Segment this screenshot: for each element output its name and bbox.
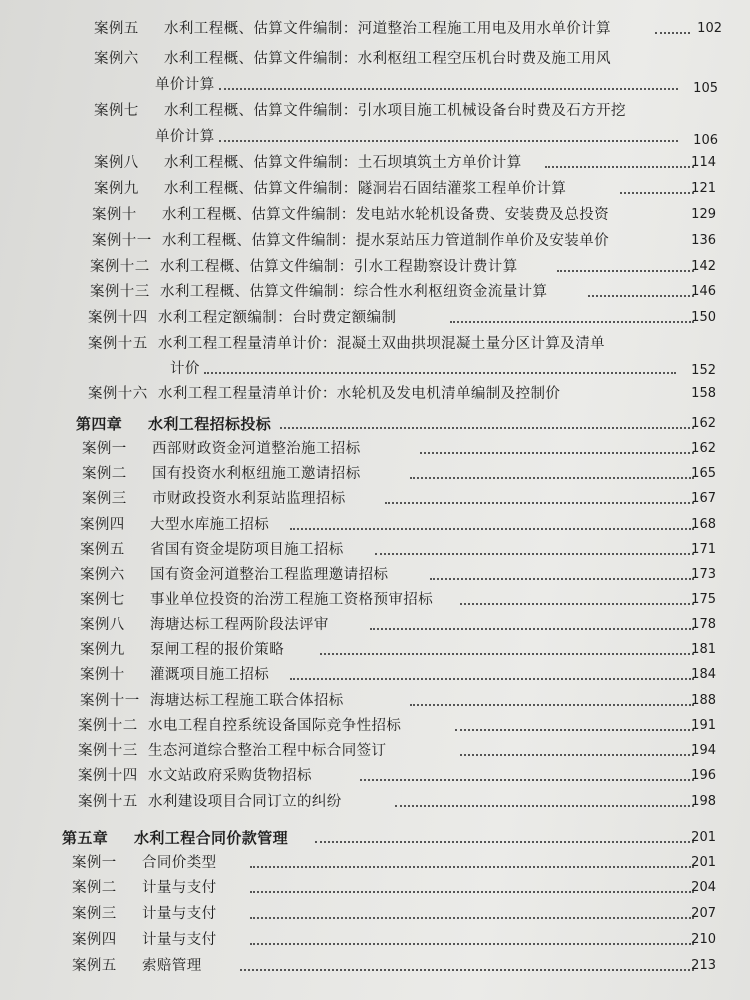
- case-number: 案例十五: [88, 336, 148, 352]
- page-number: 191: [691, 718, 716, 733]
- entry-title: 事业单位投资的治涝工程施工资格预审招标: [150, 592, 434, 608]
- page-number: 168: [691, 517, 716, 532]
- page-number: 207: [691, 906, 716, 921]
- entry-title: 水利工程工程量清单计价：混凝土双曲拱坝混凝土量分区计算及清单: [158, 336, 605, 352]
- entry-title-continued: 单价计算: [155, 77, 215, 93]
- entry-label: [80, 539, 344, 561]
- entry-title: 计量与支付: [142, 932, 217, 948]
- case-number: 案例二: [82, 466, 127, 482]
- toc-entry[interactable]: [90, 256, 716, 278]
- case-number: 案例六: [80, 567, 125, 583]
- entry-label: [82, 463, 361, 485]
- case-number: 案例六: [94, 51, 139, 67]
- page-number: 158: [691, 386, 716, 401]
- case-number: 案例十二: [78, 718, 138, 734]
- page-number: 204: [691, 880, 716, 895]
- entry-title: 合同价类型: [142, 855, 217, 871]
- entry-title: 水利工程招标投标: [148, 415, 272, 433]
- chapter-number: 第四章: [76, 415, 123, 433]
- toc-entry[interactable]: [72, 877, 716, 899]
- leader-dots: [460, 603, 694, 605]
- case-number: 案例九: [94, 181, 139, 197]
- page-number: 167: [691, 491, 716, 506]
- entry-title: 生态河道综合整治工程中标合同签订: [148, 743, 387, 759]
- entry-title: 灌溉项目施工招标: [150, 667, 270, 683]
- page-number: 150: [691, 310, 716, 325]
- case-number: 案例十一: [80, 693, 140, 709]
- entry-title: 水利工程概、估算文件编制：发电站水轮机设备费、安装费及总投资: [162, 207, 609, 223]
- leader-dots: [430, 578, 694, 580]
- leader-dots: [420, 452, 694, 454]
- entry-title-continued: 计价: [170, 361, 200, 377]
- entry-title: 海塘达标工程两阶段法评审: [150, 617, 329, 633]
- page-number: 106: [693, 133, 718, 148]
- page-number: 188: [691, 693, 716, 708]
- toc-entry[interactable]: [72, 929, 716, 951]
- entry-title: 水利工程概、估算文件编制：综合性水利枢纽资金流量计算: [160, 284, 548, 300]
- page-number: 173: [691, 567, 716, 582]
- case-number: 案例四: [80, 517, 125, 533]
- entry-title: 大型水库施工招标: [150, 517, 270, 533]
- entry-title: 水电工程自控系统设备国际竞争性招标: [148, 718, 402, 734]
- leader-dots: [290, 678, 694, 680]
- entry-label: [90, 281, 547, 303]
- page-number: 181: [691, 642, 716, 657]
- toc-entry[interactable]: [88, 333, 716, 378]
- leader-dots: [375, 553, 694, 555]
- entry-title: 水利工程概、估算文件编制：河道整治工程施工用电及用水单价计算: [164, 21, 611, 37]
- entry-label: [94, 48, 611, 70]
- toc-entry[interactable]: [80, 564, 716, 586]
- leader-dots: [557, 270, 694, 272]
- toc-entry[interactable]: [92, 204, 716, 226]
- toc-entry[interactable]: [80, 664, 716, 686]
- entry-label: [78, 740, 386, 762]
- page-number: 105: [693, 81, 718, 96]
- entry-label: [94, 178, 566, 200]
- page-number: 165: [691, 466, 716, 481]
- leader-dots: [320, 653, 694, 655]
- case-number: 案例十一: [92, 233, 152, 249]
- toc-entry[interactable]: [94, 152, 716, 174]
- entry-title: 水利工程定额编制：台时费定额编制: [158, 310, 397, 326]
- leader-dots: [250, 917, 694, 919]
- toc-entry[interactable]: [88, 307, 716, 329]
- toc-entry[interactable]: [72, 852, 716, 874]
- case-number: 案例十五: [78, 794, 138, 810]
- toc-entry[interactable]: [80, 514, 716, 536]
- toc-entry[interactable]: [80, 614, 716, 636]
- leader-dots: [450, 321, 694, 323]
- toc-entry[interactable]: [94, 178, 716, 200]
- entry-label: [92, 230, 609, 252]
- case-number: 案例十四: [78, 768, 138, 784]
- leader-dots: [240, 969, 694, 971]
- entry-label: [94, 152, 522, 174]
- case-number: 案例二: [72, 880, 117, 896]
- toc-entry[interactable]: [94, 100, 718, 148]
- page-number: 213: [691, 958, 716, 973]
- entry-label: [80, 589, 433, 611]
- leader-dots: [219, 88, 678, 90]
- entry-label: [88, 307, 396, 329]
- case-number: 案例五: [80, 542, 125, 558]
- page-number: 201: [691, 830, 716, 845]
- entry-label: [88, 383, 560, 405]
- page-number: 162: [691, 416, 716, 431]
- entry-title: 市财政投资水利泵站监理招标: [152, 491, 346, 507]
- page-number: 146: [691, 284, 716, 299]
- toc-entry[interactable]: [78, 765, 716, 787]
- page-number: 201: [691, 855, 716, 870]
- entry-title: 水利工程概、估算文件编制：隧洞岩石固结灌浆工程单价计算: [164, 181, 567, 197]
- entry-label: [78, 791, 342, 813]
- case-number: 案例十三: [90, 284, 150, 300]
- entry-title: 水利工程概、估算文件编制：土石坝填筑土方单价计算: [164, 155, 522, 171]
- leader-dots: [370, 628, 694, 630]
- case-number: 案例九: [80, 642, 125, 658]
- entry-label: [72, 903, 217, 925]
- case-number: 案例十: [92, 207, 137, 223]
- leader-dots: [290, 528, 694, 530]
- entry-label: [80, 514, 269, 536]
- toc-entry[interactable]: [82, 463, 716, 485]
- leader-dots: [385, 502, 694, 504]
- entry-title: 水利工程概、估算文件编制：引水工程勘察设计费计算: [160, 259, 518, 275]
- entry-title: 泵闸工程的报价策略: [150, 642, 285, 658]
- case-number: 案例五: [72, 958, 117, 974]
- case-number: 案例十三: [78, 743, 138, 759]
- toc-entry[interactable]: [78, 715, 716, 737]
- toc-entry[interactable]: [72, 903, 716, 925]
- case-number: 案例八: [94, 155, 139, 171]
- case-number: 案例十四: [88, 310, 148, 326]
- entry-label: [80, 639, 284, 661]
- entry-title-continued: 单价计算: [155, 129, 215, 145]
- page-number: 194: [691, 743, 716, 758]
- chapter-number: 第五章: [62, 829, 109, 847]
- entry-title: 水利建设项目合同订立的纠纷: [148, 794, 342, 810]
- toc-entry[interactable]: [94, 48, 718, 96]
- case-number: 案例四: [72, 932, 117, 948]
- entry-label: [82, 488, 346, 510]
- case-number: 案例三: [72, 906, 117, 922]
- page-number: 210: [691, 932, 716, 947]
- toc-entry[interactable]: [82, 438, 716, 460]
- entry-label: [80, 664, 269, 686]
- case-number: 案例三: [82, 491, 127, 507]
- entry-title: 西部财政资金河道整治施工招标: [152, 441, 361, 457]
- toc-entry[interactable]: [92, 230, 716, 252]
- entry-label: [80, 564, 388, 586]
- leader-dots: [250, 866, 694, 868]
- case-number: 案例十: [80, 667, 125, 683]
- page-number: 129: [691, 207, 716, 222]
- entry-title: 水利工程工程量清单计价：水轮机及发电机清单编制及控制价: [158, 386, 561, 402]
- page-number: 175: [691, 592, 716, 607]
- entry-title: 国有资金河道整治工程监理邀请招标: [150, 567, 389, 583]
- entry-label: [78, 765, 312, 787]
- entry-label: [92, 204, 609, 226]
- toc-entry[interactable]: [88, 383, 716, 405]
- entry-label: [90, 256, 518, 278]
- entry-title: 索赔管理: [142, 958, 202, 974]
- toc-chapter[interactable]: [76, 413, 716, 435]
- leader-dots: [545, 166, 694, 168]
- entry-label: [76, 413, 271, 435]
- page-number: 162: [691, 441, 716, 456]
- leader-dots: [588, 295, 694, 297]
- toc-entry[interactable]: [94, 18, 722, 40]
- leader-dots: [620, 192, 694, 194]
- entry-label: [94, 100, 626, 122]
- page-number: 121: [691, 181, 716, 196]
- toc-entry[interactable]: [80, 539, 716, 561]
- entry-label: [88, 333, 605, 355]
- entry-title: 计量与支付: [142, 906, 217, 922]
- leader-dots: [395, 805, 694, 807]
- page-number: 171: [691, 542, 716, 557]
- entry-title: 水文站政府采购货物招标: [148, 768, 312, 784]
- leader-dots: [280, 427, 694, 429]
- entry-label: [72, 955, 202, 977]
- entry-title: 海塘达标工程施工联合体招标: [150, 693, 344, 709]
- page-number: 136: [691, 233, 716, 248]
- entry-title: 水利工程概、估算文件编制：水利枢纽工程空压机台时费及施工用风: [164, 51, 611, 67]
- page-number: 178: [691, 617, 716, 632]
- toc-entry[interactable]: [90, 281, 716, 303]
- entry-title: 水利工程概、估算文件编制：引水项目施工机械设备台时费及石方开挖: [164, 103, 626, 119]
- entry-label: [72, 852, 217, 874]
- entry-label: [82, 438, 361, 460]
- entry-label: [78, 715, 401, 737]
- case-number: 案例一: [72, 855, 117, 871]
- page-number: 198: [691, 794, 716, 809]
- page-number: 184: [691, 667, 716, 682]
- leader-dots: [204, 372, 676, 374]
- case-number: 案例十六: [88, 386, 148, 402]
- page-number: 102: [697, 21, 722, 36]
- toc-entry[interactable]: [80, 690, 716, 712]
- leader-dots: [460, 754, 694, 756]
- leader-dots: [410, 477, 694, 479]
- entry-label: [80, 614, 329, 636]
- toc-entry[interactable]: [78, 791, 716, 813]
- case-number: 案例七: [80, 592, 125, 608]
- toc-entry[interactable]: [78, 740, 716, 762]
- toc-entry[interactable]: [80, 639, 716, 661]
- toc-entry[interactable]: [72, 955, 716, 977]
- entry-label: [62, 827, 288, 849]
- entry-label: [80, 690, 344, 712]
- page-number: 114: [691, 155, 716, 170]
- leader-dots: [655, 32, 690, 34]
- entry-title: 计量与支付: [142, 880, 217, 896]
- entry-title: 省国有资金堤防项目施工招标: [150, 542, 344, 558]
- page-number: 196: [691, 768, 716, 783]
- case-number: 案例五: [94, 21, 139, 37]
- entry-title: 水利工程概、估算文件编制：提水泵站压力管道制作单价及安装单价: [162, 233, 609, 249]
- entry-label: [72, 877, 217, 899]
- leader-dots: [250, 891, 694, 893]
- page-number: 142: [691, 259, 716, 274]
- page-number: 152: [691, 363, 716, 378]
- case-number: 案例八: [80, 617, 125, 633]
- leader-dots: [455, 729, 694, 731]
- toc-entry[interactable]: [82, 488, 716, 510]
- leader-dots: [360, 779, 694, 781]
- leader-dots: [250, 943, 694, 945]
- entry-label: [94, 18, 611, 40]
- entry-title: 国有投资水利枢纽施工邀请招标: [152, 466, 361, 482]
- case-number: 案例七: [94, 103, 139, 119]
- toc-entry[interactable]: [80, 589, 716, 611]
- case-number: 案例十二: [90, 259, 150, 275]
- entry-title: 水利工程合同价款管理: [134, 829, 289, 847]
- leader-dots: [410, 704, 694, 706]
- leader-dots: [315, 841, 694, 843]
- case-number: 案例一: [82, 441, 127, 457]
- toc-chapter[interactable]: [62, 827, 716, 849]
- entry-label: [72, 929, 217, 951]
- leader-dots: [219, 140, 678, 142]
